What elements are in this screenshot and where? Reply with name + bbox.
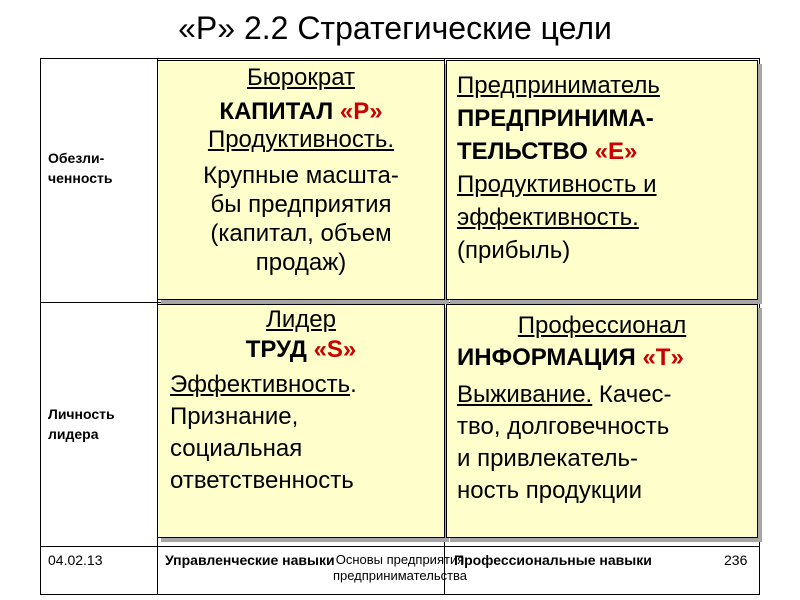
details-leader: Признание, социальная ответственность — [170, 403, 354, 494]
cell-professional — [446, 304, 758, 538]
code-s: «S» — [313, 336, 357, 363]
goal-productivity-efficiency-line1: Продуктивность и — [457, 171, 657, 198]
goal-productivity-efficiency-line2: эффективность. — [457, 204, 639, 231]
code-e: «E» — [594, 138, 638, 165]
factor-entrepreneurship-line1: ПРЕДПРИНИМА- — [457, 105, 654, 132]
footer-managerial-skills: Управленческие навыки — [165, 552, 335, 568]
details-professional: тво, долговечность и привлекатель- ность продукции — [457, 413, 670, 504]
goal-productivity: Продуктивность. — [207, 126, 395, 153]
footer-course-line2: предпринимательства — [332, 568, 468, 583]
role-entrepreneur: Предприниматель — [457, 72, 660, 99]
details-entrepreneur: (прибыль) — [457, 237, 571, 264]
factor-capital: КАПИТАЛ «P» — [219, 98, 383, 125]
goal-efficiency: Эффективность. — [170, 371, 357, 398]
factor-entrepreneurship-line2: ТЕЛЬСТВО «E» — [457, 138, 638, 165]
factor-labor: ТРУД «S» — [245, 336, 357, 363]
code-t: «T» — [642, 344, 684, 371]
code-p: «P» — [339, 98, 383, 125]
goal-survival: Выживание. Качес- — [457, 381, 672, 408]
cell-leader — [157, 304, 445, 538]
role-bureaucrat: Бюрократ — [246, 64, 356, 91]
footer-professional-skills: Профессиональные навыки — [454, 552, 652, 568]
cell-bureaucrat — [157, 60, 445, 300]
details-bureaucrat: Крупные масшта- бы предприятия (капитал, объем продаж) — [203, 162, 399, 276]
row-label-anonymity: Обезли- ченность — [48, 150, 113, 186]
role-professional: Профессионал — [517, 312, 687, 339]
cell-entrepreneur — [446, 60, 758, 300]
footer-page-number: 236 — [724, 552, 748, 568]
factor-information: ИНФОРМАЦИЯ «T» — [457, 344, 684, 371]
row-label-leader-personality: Личность лидера — [48, 406, 115, 442]
footer-date: 04.02.13 — [48, 552, 103, 568]
role-leader: Лидер — [266, 306, 336, 333]
footer-course-line1: Основы предприятия — [335, 552, 465, 567]
row-divider-footer — [40, 546, 760, 547]
slide-title: «P» 2.2 Стратегические цели — [178, 10, 612, 46]
